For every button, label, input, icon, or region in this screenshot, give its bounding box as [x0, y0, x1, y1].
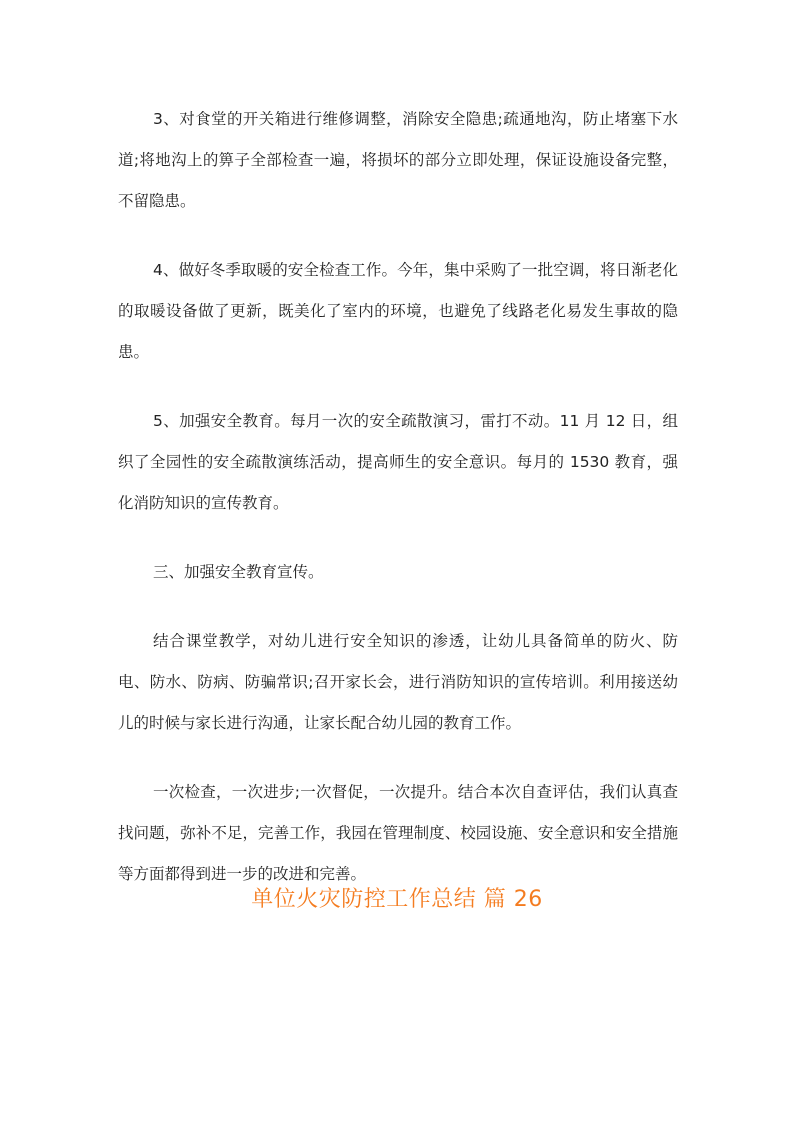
- subheading-safety-publicity: 三、加强安全教育宣传。: [153, 563, 324, 581]
- section-heading: 单位火灾防控工作总结 篇 26: [251, 887, 543, 912]
- paragraph-conclusion: 一次检查，一次进步;一次督促，一次提升。结合本次自查评估，我们认真查找问题，弥补不足，完善工作，我园在管理制度、校园设施、安全意识和安全措施等方面都得到进一步的改进和完善。: [118, 783, 678, 883]
- paragraph-classroom-teaching: 结合课堂教学，对幼儿进行安全知识的渗透，让幼儿具备简单的防火、防电、防水、防病、防骗常识;召开家长会，进行消防知识的宣传培训。利用接送幼儿的时候与家长进行沟通，让家长配合幼儿园的教育工作。: [118, 632, 678, 732]
- document-body: [118, 99, 678, 923]
- paragraph-canteen-safety: 3、对食堂的开关箱进行维修调整，消除安全隐患;疏通地沟，防止堵塞下水道;将地沟上的箅子全部检查一遍，将损坏的部分立即处理，保证设施设备完整，不留隐患。: [118, 110, 678, 210]
- paragraph-winter-heating: 4、做好冬季取暖的安全检查工作。今年，集中采购了一批空调，将日渐老化的取暖设备做了更新，既美化了室内的环境，也避免了线路老化易发生事故的隐患。: [118, 261, 678, 361]
- paragraph-safety-education: 5、加强安全教育。每月一次的安全疏散演习，雷打不动。11 月 12 日，组织了全园性的安全疏散演练活动，提高师生的安全意识。每月的 1530 教育，强化消防知识的宣传教育。: [118, 412, 678, 512]
